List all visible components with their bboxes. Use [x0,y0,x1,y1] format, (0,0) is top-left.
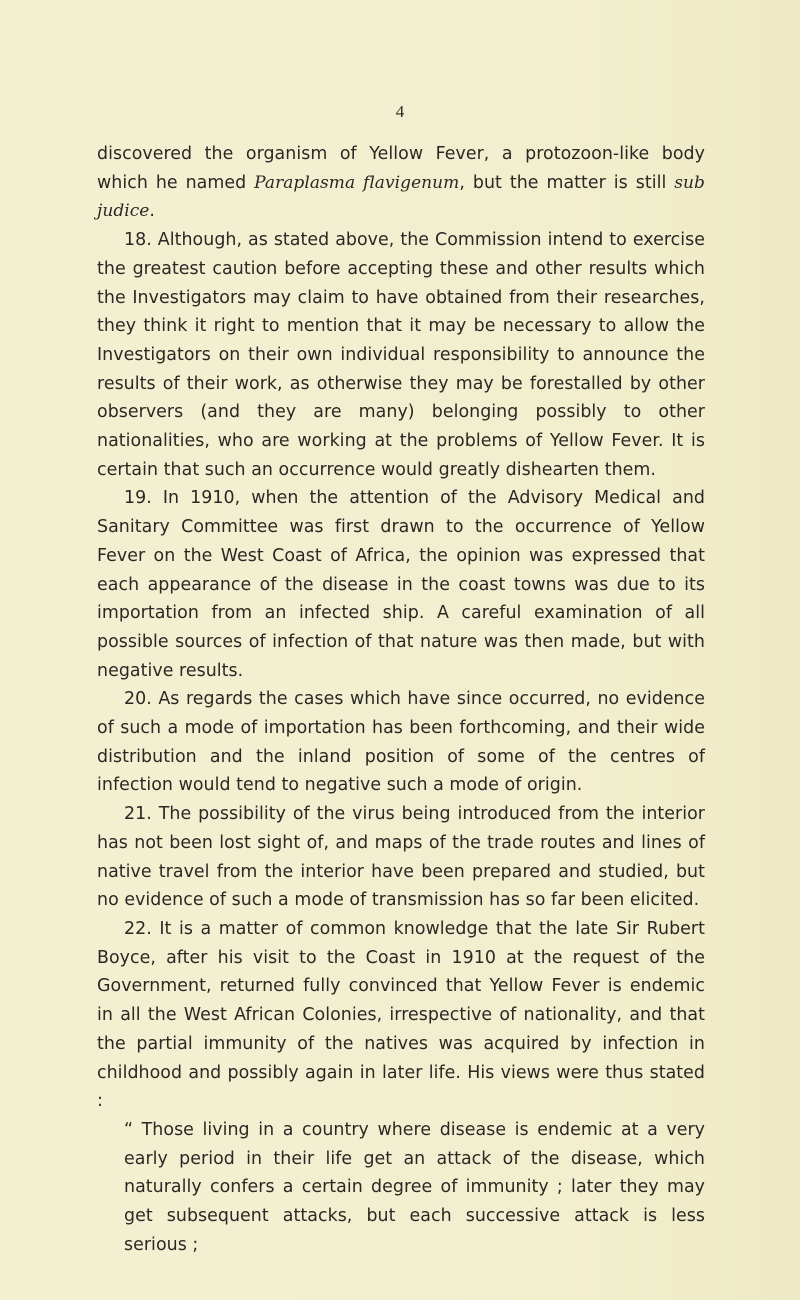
paragraph-text: discovered the organism of Yellow Fever, a protozoon-like body which he named [97,144,705,193]
quotation: “ Those living in a country where disease is endemic at a very early period in their life get an attack of the disease, which naturally confers a certain degree of immunity ; later they may get subsequent attacks, but each successive attack is less serious ; [124,1119,705,1255]
paragraph-text: , but the matter is still [459,172,675,193]
paragraph-19: 19. In 1910, when the attention of the Advisory Medical and Sanitary Committee was first drawn to the occurrence of Yellow Fever on the West Coast of Africa, the opinion was expressed that each appearance of the disease in the coast towns was due to its importation from an infected ship. A careful examination of all possible sources of infection of that nature was then made, but with negative results. [97,488,705,681]
paragraph-18: 18. Although, as stated above, the Commission intend to exercise the greatest caution before accepting these and other results which the Investigators may claim to have obtained from their researches, they think it right to mention that it may be necessary to allow the Investigators on their own individual responsibility to announce the results of their work, as otherwise they may be forestalled by other observers (and they are many) belonging possibly to other nationalities, who are working at the problems of Yellow Fever. It is certain that such an occurrence would greatly dishearten them. [97,230,705,480]
paragraph-22: 22. It is a matter of common knowledge that the late Sir Rubert Boyce, after his visit to the Coast in 1910 at the request of the Government, returned fully convinced that Yellow Fever is endemic in all the West African Colonies, irrespective of nationality, and that the partial immunity of the natives was acquired by infection in childhood and possibly again in later life. His views were thus stated : [97,918,705,1112]
paragraph-20: 20. As regards the cases which have since occurred, no evidence of such a mode of importation has been forthcoming, and their wide distribution and the inland position of some of the centres of infection would tend to negative such a mode of origin. [97,689,705,796]
paragraph-text: . [149,201,155,222]
italic-term-species: Paraplasma flavigenum [254,172,460,193]
italic-term-latin: sub judice [97,172,705,222]
paragraph-21: 21. The possibility of the virus being introduced from the interior has not been lost sight of, and maps of the trade routes and lines of native travel from the interior have been prepared and studied, but no evidence of such a mode of transmission has so far been elicited. [97,804,705,911]
paragraph-continuation [97,140,705,226]
page-number: 4 [395,102,405,121]
body-text [97,140,705,1259]
